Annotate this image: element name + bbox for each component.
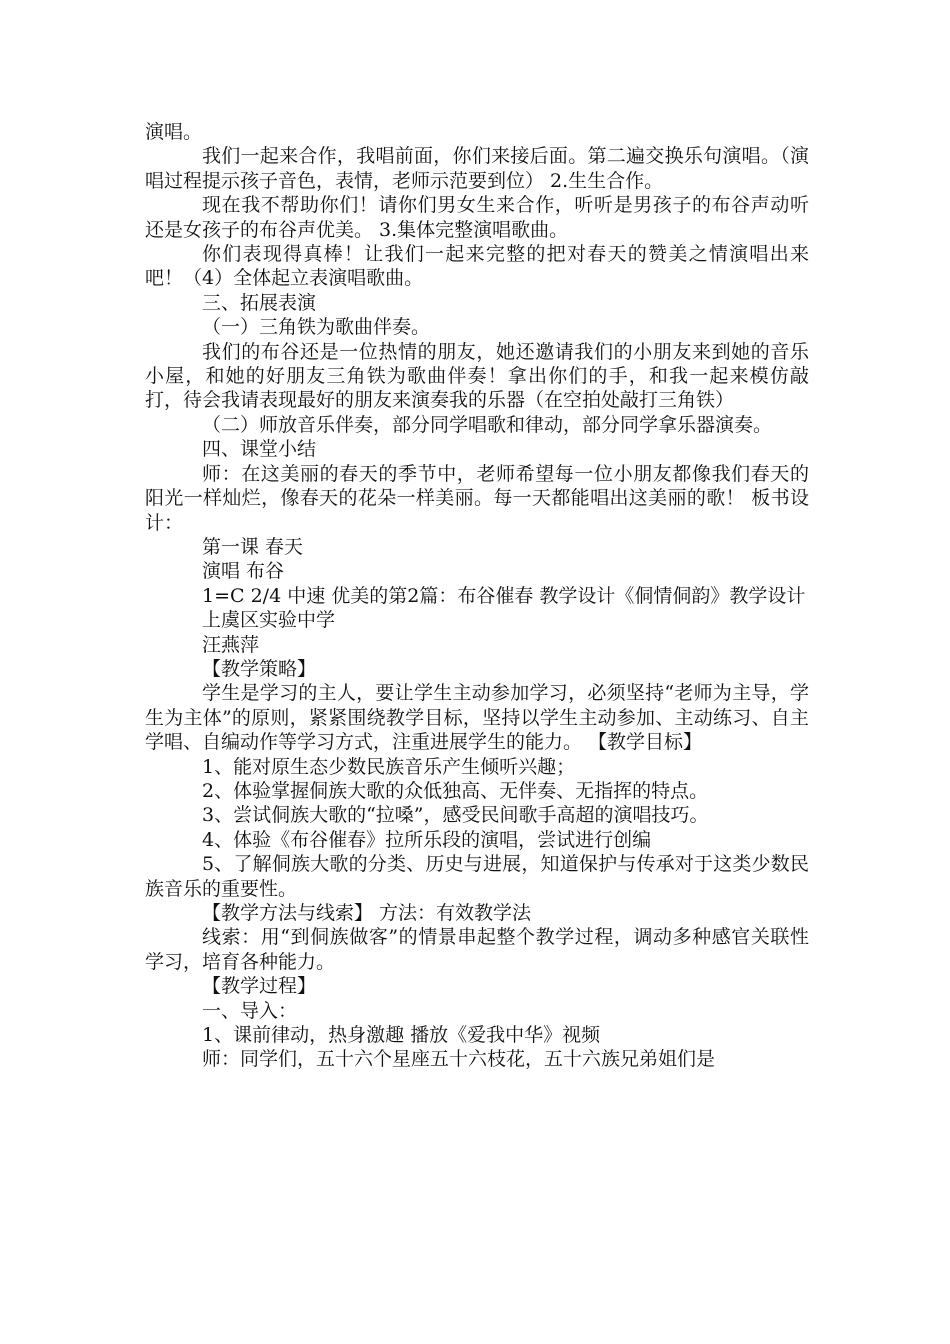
paragraph-7: 学生是学习的主人，要让学生主动参加学习，必须坚持“老师为主导，学生为主体”的原则，紧紧围绕教学目标，坚持以学生主动参加、主动练习、自主学唱、自编动作等学习方式，注重进展学生的能力。 【教学目标】 <box>145 682 809 754</box>
document-body <box>145 120 809 1072</box>
section-heading-intro: 一、导入： <box>202 999 298 1022</box>
heading-methods: 【教学方法与线索】 方法：有效教学法 <box>202 902 532 924</box>
paragraph-8: 线索：用“到侗族做客”的情景串起整个教学过程，调动多种感官关联性学习，培育各种能力。 <box>145 926 809 973</box>
school-name: 上虞区实验中学 <box>202 609 336 632</box>
goal-2: 2、体验掌握侗族大歌的众低独高、无伴奏、无指挥的特点。 <box>202 779 709 802</box>
goal-5: 5、了解侗族大歌的分类、历史与进展，知道保护与传承对于这类少数民族音乐的重要性。 <box>145 853 809 900</box>
paragraph-5: 我们的布谷还是一位热情的朋友，她还邀请我们的小朋友来到她的音乐小屋，和她的好朋友三角铁为歌曲伴奏！拿出你们的手，和我一起来模仿敲打，待会我请表现最好的朋友来演奏我的乐器（在空拍处敲打三角铁） <box>145 340 809 412</box>
paragraph-9: 师：同学们，五十六个星座五十六枝花，五十六族兄弟姐们是 <box>202 1048 716 1071</box>
board-line-3: 1=C 2/4 中速 优美的第2篇：布谷催春 教学设计《侗情侗韵》教学设计 <box>202 584 806 607</box>
heading-process: 【教学过程】 <box>202 975 317 998</box>
paragraph-3: 现在我不帮助你们！请你们男女生来合作，听听是男孩子的布谷声动听还是女孩子的布谷声优美。 3.集体完整演唱歌曲。 <box>145 194 809 241</box>
board-line-1: 第一课 春天 <box>202 535 304 558</box>
section-heading-4: 四、课堂小结 <box>202 438 317 461</box>
goal-3: 3、尝试侗族大歌的“拉嗓”，感受民间歌手高超的演唱技巧。 <box>202 804 709 827</box>
subsection-heading-2: （二）师放音乐伴奏，部分同学唱歌和律动，部分同学拿乐器演奏。 <box>202 413 773 436</box>
goal-4: 4、体验《布谷催春》拉所乐段的演唱，尝试进行创编 <box>202 828 652 851</box>
paragraph-2: 我们一起来合作，我唱前面，你们来接后面。第二遍交换乐句演唱。（演唱过程提示孩子音色，表情，老师示范要到位） 2.生生合作。 <box>145 145 809 192</box>
heading-strategy: 【教学策略】 <box>202 657 317 680</box>
board-line-2: 演唱 布谷 <box>202 560 285 583</box>
subsection-heading-1: （一）三角铁为歌曲伴奏。 <box>202 316 431 339</box>
paragraph-6: 师：在这美丽的春天的季节中，老师希望每一位小朋友都像我们春天的阳光一样灿烂，像春天的花朵一样美丽。每一天都能唱出这美丽的歌！ 板书设计： <box>145 462 809 534</box>
goal-1: 1、能对原生态少数民族音乐产生倾听兴趣； <box>202 755 576 778</box>
paragraph-4: 你们表现得真棒！让我们一起来完整的把对春天的赞美之情演唱出来吧！（4）全体起立表演唱歌曲。 <box>145 243 809 290</box>
intro-step-1: 1、课前律动，热身激趣 播放《爱我中华》视频 <box>202 1024 601 1047</box>
paragraph-1: 演唱。 <box>145 121 203 143</box>
author-name: 汪燕萍 <box>202 633 260 656</box>
section-heading-3: 三、拓展表演 <box>202 291 317 314</box>
